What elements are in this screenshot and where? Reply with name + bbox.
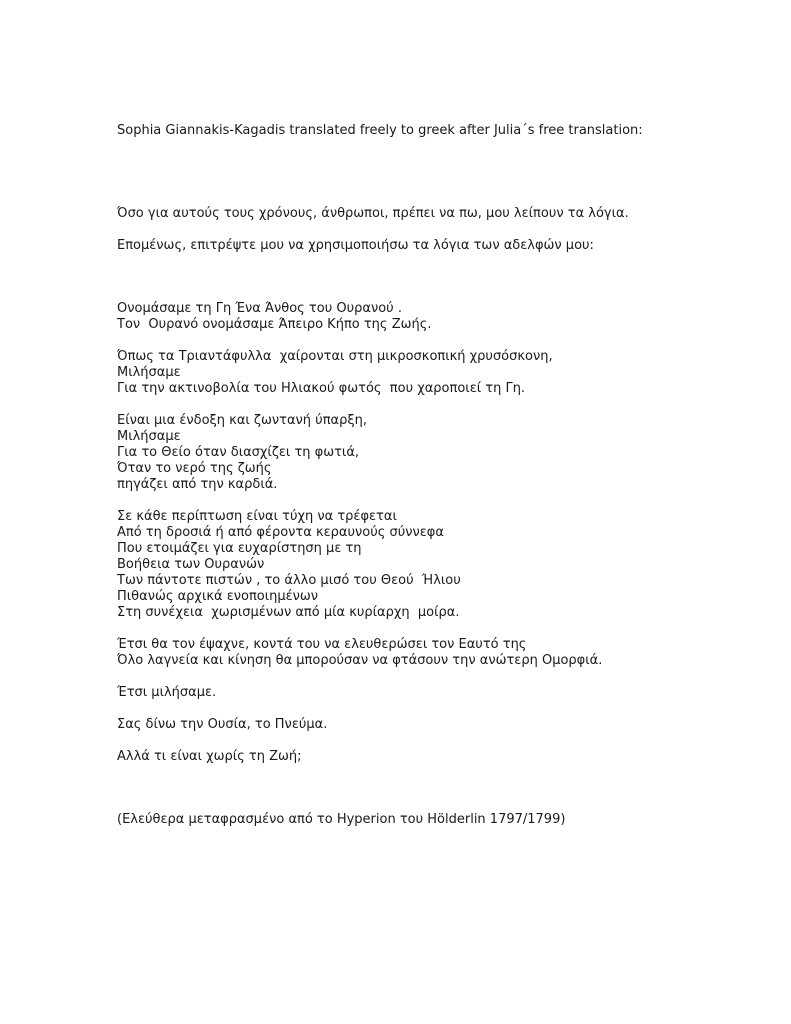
attribution: (Ελεύθερα μεταφρασμένο από το Hyperion του Hölderlin 1797/1799) (117, 812, 566, 827)
document-heading: Sophia Giannakis-Kagadis translated freely to greek after Julia´s free translation: (117, 123, 643, 138)
poem-line: Μιλήσαμε (117, 365, 181, 380)
poem-line: Που ετοιμάζει για ευχαρίστηση με τη (117, 541, 362, 556)
intro-line: Επομένως, επιτρέψτε μου να χρησιμοποιήσω τα λόγια των αδελφών μου: (117, 238, 594, 253)
poem-line: Έτσι θα τον έψαχνε, κοντά του να ελευθερώσει τον Εαυτό της (117, 637, 527, 652)
poem-line: Ονομάσαμε τη Γη Ένα Άνθος του Ουρανού . (117, 301, 402, 316)
poem-line: Πιθανώς αρχικά ενοποιημένων (117, 589, 319, 604)
poem-line: Για την ακτινοβολία του Ηλιακού φωτός που χαροποιεί τη Γη. (117, 381, 526, 396)
closing-line: Σας δίνω την Ουσία, το Πνεύμα. (117, 717, 328, 732)
poem-line: Σε κάθε περίπτωση είναι τύχη να τρέφεται (117, 509, 397, 524)
poem-line: Είναι μια ένδοξη και ζωντανή ύπαρξη, (117, 413, 367, 428)
poem-line: Όταν το νερό της ζωής (117, 461, 272, 476)
poem-line: Όλο λαγνεία και κίνηση θα μπορούσαν να φτάσουν την ανώτερη Ομορφιά. (117, 653, 603, 668)
poem-line: Τον Ουρανό ονομάσαμε Άπειρο Κήπο της Ζωής. (117, 317, 432, 332)
poem-line: Από τη δροσιά ή από φέροντα κεραυνούς σύννεφα (117, 525, 444, 540)
poem-line: Βοήθεια των Ουρανών (117, 557, 265, 572)
poem-line: Στη συνέχεια χωρισμένων από μία κυρίαρχη μοίρα. (117, 605, 460, 620)
intro-line: Όσο για αυτούς τους χρόνους, άνθρωποι, πρέπει να πω, μου λείπουν τα λόγια. (117, 206, 629, 221)
closing-line: Έτσι μιλήσαμε. (117, 685, 217, 700)
poem-line: Των πάντοτε πιστών , το άλλο μισό του Θεού Ήλιου (117, 573, 461, 588)
poem-line: πηγάζει από την καρδιά. (117, 477, 278, 492)
closing-line: Αλλά τι είναι χωρίς τη Ζωή; (117, 749, 302, 764)
poem-line: Μιλήσαμε (117, 429, 181, 444)
poem-line: Όπως τα Τριαντάφυλλα χαίρονται στη μικροσκοπική χρυσόσκονη, (117, 349, 553, 364)
poem-line: Για το Θείο όταν διασχίζει τη φωτιά, (117, 445, 360, 460)
